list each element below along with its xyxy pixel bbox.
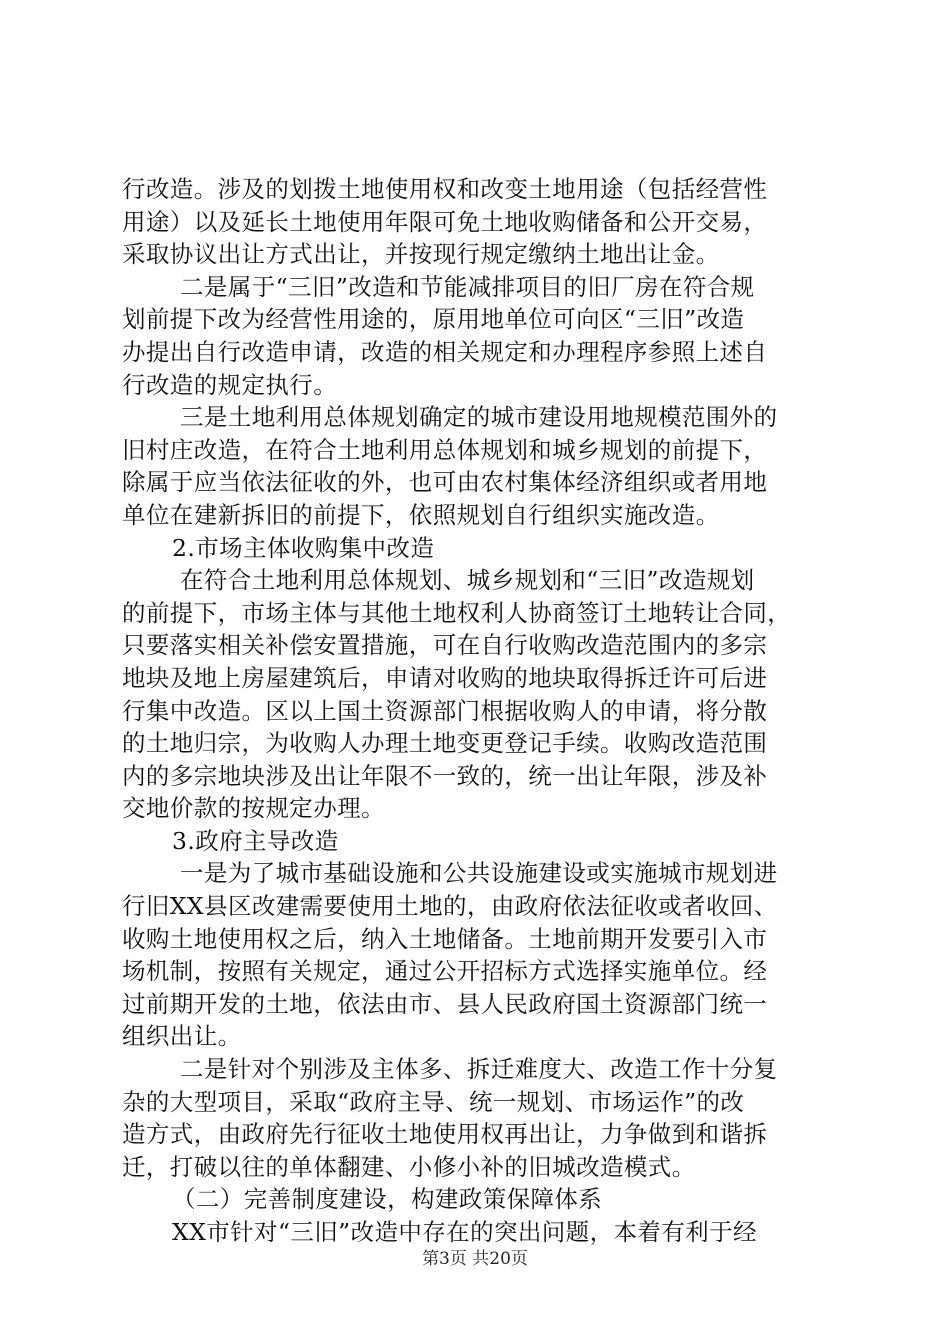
- text-line: 二是属于“三旧”改造和节能减排项目的旧厂房在符合规: [180, 272, 755, 301]
- text-line: 一是为了城市基础设施和公共设施建设或实施城市规划进: [180, 859, 778, 888]
- text-line: 过前期开发的土地，依法由市、县人民政府国土资源部门统一: [122, 989, 768, 1018]
- text-line: 地块及地上房屋建筑后，申请对收购的地块取得拆迁许可后进: [122, 663, 768, 692]
- section-heading: 3.政府主导改造: [172, 826, 339, 855]
- text-line: 行改造。涉及的划拨土地使用权和改变土地用途（包括经营性: [122, 175, 768, 203]
- text-line: 旧村庄改造，在符合土地利用总体规划和城乡规划的前提下，: [122, 435, 768, 464]
- text-line: 收购土地使用权之后，纳入土地储备。土地前期开发要引入市: [122, 924, 768, 953]
- text-line: XX市针对“三旧”改造中存在的突出问题，本着有利于经: [172, 1218, 757, 1246]
- text-line: 迁，打破以往的单体翻建、小修小补的旧城改造模式。: [122, 1152, 696, 1181]
- text-line: 行旧XX县区改建需要使用土地的，由政府依法征收或者收回、: [122, 892, 778, 921]
- text-line: 只要落实相关补偿安置措施，可在自行收购改造范围内的多宗: [122, 631, 768, 660]
- document-body: [122, 173, 834, 1249]
- text-line: 单位在建新拆旧的前提下，依照规划自行组织实施改造。: [122, 500, 720, 529]
- text-line: 划前提下改为经营性用途的，原用地单位可向区“三旧”改造: [122, 305, 745, 334]
- text-line: 组织出让。: [122, 1022, 242, 1051]
- text-line: 三是土地利用总体规划确定的城市建设用地规模范围外的: [180, 403, 778, 432]
- text-line: 造方式，由政府先行征收土地使用权再出让，力争做到和谐拆: [122, 1120, 768, 1149]
- text-line: 用途）以及延长土地使用年限可免土地收购储备和公开交易，: [122, 207, 768, 236]
- section-heading: （二）完善制度建设，构建政策保障体系: [172, 1185, 603, 1214]
- text-line: 采取协议出让方式出让，并按现行规定缴纳土地出让金。: [122, 240, 720, 269]
- text-line: 行改造的规定执行。: [122, 370, 338, 399]
- text-line: 交地价款的按规定办理。: [122, 794, 385, 823]
- text-line: 二是针对个别涉及主体多、拆迁难度大、改造工作十分复: [180, 1055, 778, 1084]
- text-line: 的前提下，市场主体与其他土地权利人协商签订土地转让合同，: [122, 598, 792, 627]
- text-line: 的土地归宗，为收购人办理土地变更登记手续。收购改造范围: [122, 729, 768, 758]
- page-number-footer: 第3页 共20页: [422, 1249, 528, 1269]
- text-line: 场机制，按照有关规定，通过公开招标方式选择实施单位。经: [122, 957, 768, 986]
- text-line: 办提出自行改造申请，改造的相关规定和办理程序参照上述自: [122, 337, 768, 366]
- section-heading: 2.市场主体收购集中改造: [172, 533, 435, 562]
- text-line: 内的多宗地块涉及出让年限不一致的，统一出让年限，涉及补: [122, 761, 768, 790]
- text-line: 行集中改造。区以上国土资源部门根据收购人的申请，将分散: [122, 696, 768, 725]
- text-line: 杂的大型项目，采取“政府主导、统一规划、市场运作”的改: [122, 1087, 745, 1116]
- text-line: 除属于应当依法征收的外，也可由农村集体经济组织或者用地: [122, 468, 768, 497]
- text-line: 在符合土地利用总体规划、城乡规划和“三旧”改造规划: [180, 566, 755, 595]
